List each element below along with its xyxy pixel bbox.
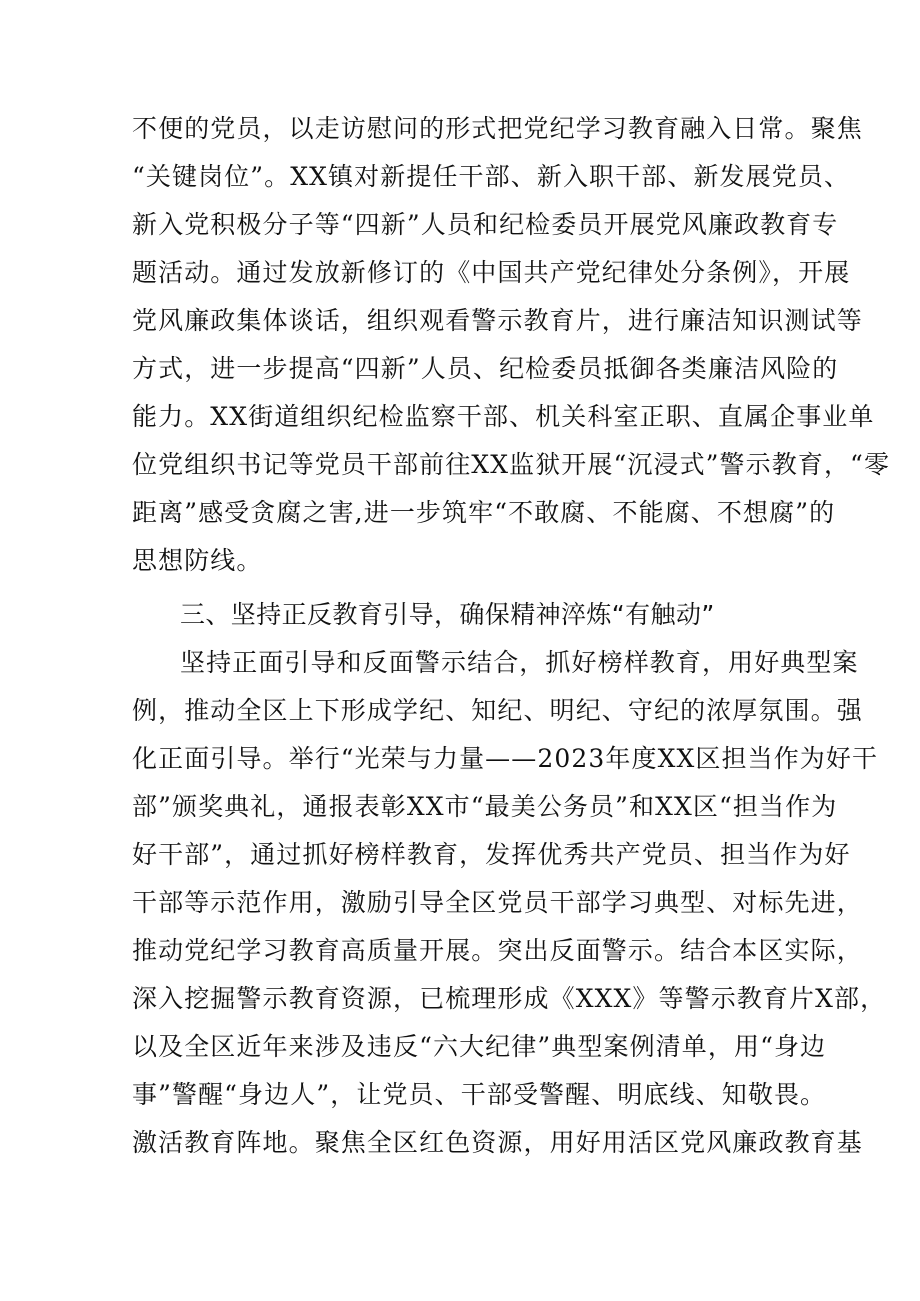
paragraph-line: 能力。XX街道组织纪检监察干部、机关科室正职、直属企事业单	[132, 402, 875, 431]
paragraph-line: 化正面引导。举行“光荣与力量——2023年度XX区担当作为好干	[132, 744, 879, 773]
paragraph-line: 位党组织书记等党员干部前往XX监狱开展“沉浸式”警示教育，“零	[132, 450, 891, 479]
paragraph-line: 坚持正面引导和反面警示结合，抓好榜样教育，用好典型案	[180, 648, 859, 677]
paragraph-line: 深入挖掘警示教育资源，已梳理形成《XXX》等警示教育片X部，	[132, 984, 887, 1013]
paragraph-line: 党风廉政集体谈话，组织观看警示教育片，进行廉洁知识测试等	[132, 306, 863, 335]
paragraph-line: 例，推动全区上下形成学纪、知纪、明纪、守纪的浓厚氛围。强	[132, 696, 863, 725]
paragraph-line: 激活教育阵地。聚焦全区红色资源，用好用活区党风廉政教育基	[132, 1128, 863, 1157]
paragraph-line: 方式，进一步提高“四新”人员、纪检委员抵御各类廉洁风险的	[132, 354, 839, 383]
paragraph-line: 题活动。通过发放新修订的《中国共产党纪律处分条例》，开展	[132, 258, 851, 287]
paragraph-line: 不便的党员，以走访慰问的形式把党纪学习教育融入日常。聚焦	[132, 114, 863, 143]
paragraph-line: “关键岗位”。XX镇对新提任干部、新入职干部、新发展党员、	[132, 162, 851, 191]
section-heading: 三、坚持正反教育引导，确保精神淬炼“有触动”	[180, 600, 715, 629]
paragraph-line: 距离”感受贪腐之害,进一步筑牢“不敢腐、不能腐、不想腐”的	[132, 498, 836, 527]
paragraph-line: 推动党纪学习教育高质量开展。突出反面警示。结合本区实际，	[132, 936, 863, 965]
paragraph-line: 思想防线。	[132, 546, 263, 575]
paragraph-line: 好干部”，通过抓好榜样教育，发挥优秀共产党员、担当作为好	[132, 840, 851, 869]
paragraph-line: 干部等示范作用，激励引导全区党员干部学习典型、对标先进，	[132, 888, 863, 917]
paragraph-line: 部”颁奖典礼，通报表彰XX市“最美公务员”和XX区“担当作为	[132, 792, 838, 821]
paragraph-line: 以及全区近年来涉及违反“六大纪律”典型案例清单，用“身边	[132, 1032, 827, 1061]
paragraph-line: 新入党积极分子等“四新”人员和纪检委员开展党风廉政教育专	[132, 210, 839, 239]
paragraph-line: 事”警醒“身边人”，让党员、干部受警醒、明底线、知敬畏。	[132, 1080, 827, 1109]
